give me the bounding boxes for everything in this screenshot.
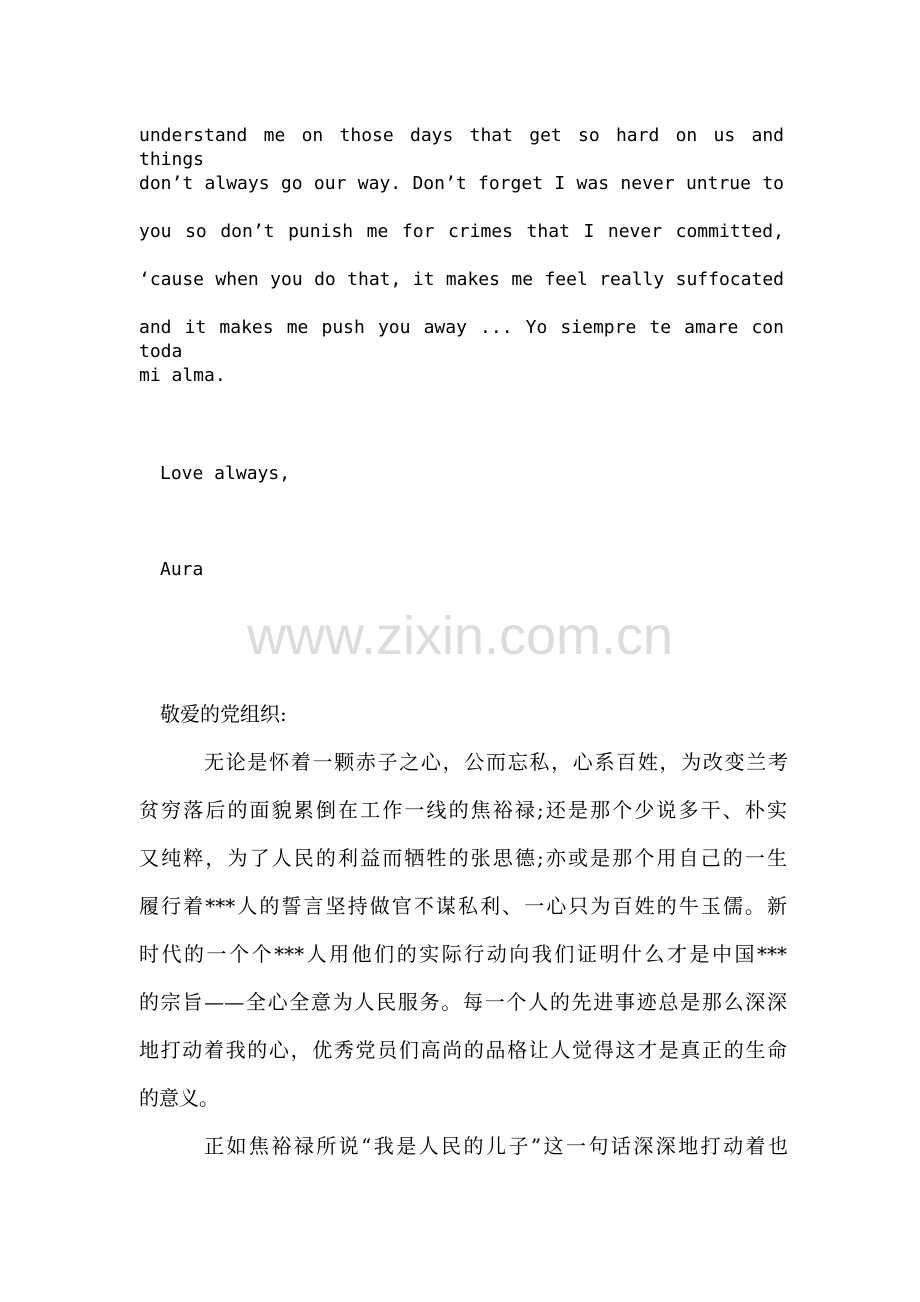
essay-paragraph-line: 地打动着我的心，优秀党员们高尚的品格让人觉得这才是真正的生命 xyxy=(139,1038,787,1062)
letter-line: and it makes me push you away ... Yo siempre te amare con toda xyxy=(139,317,784,362)
essay-paragraph-line: 时代的一个个***人用他们的实际行动向我们证明什么才是中国*** xyxy=(139,942,787,966)
essay-paragraph-line: 履行着***人的誓言坚持做官不谋私利、一心只为百姓的牛玉儒。新 xyxy=(139,894,787,918)
essay-paragraph-line: 无论是怀着一颗赤子之心，公而忘私，心系百姓，为改变兰考 xyxy=(204,750,788,774)
letter-line: ‘cause when you do that, it makes me feel really suffocated xyxy=(139,269,784,290)
letter-line: don’t always go our way. Don’t forget I was never untrue to xyxy=(139,173,784,194)
essay-paragraph-line: 的意义。 xyxy=(139,1086,219,1110)
letter-line: you so don’t punish me for crimes that I never committed, xyxy=(139,221,784,242)
essay-salutation: 敬爱的党组织: xyxy=(160,702,287,726)
letter-line: understand me on those days that get so hard on us and things xyxy=(139,125,784,170)
watermark: www.zixin.com.cn xyxy=(246,606,674,666)
essay-paragraph-line: 贫穷落后的面貌累倒在工作一线的焦裕禄;还是那个少说多干、朴实 xyxy=(139,798,787,822)
letter-closing: Love always, xyxy=(160,463,291,484)
essay-paragraph-line: 的宗旨——全心全意为人民服务。每一个人的先进事迹总是那么深深 xyxy=(139,990,787,1014)
essay-paragraph-line: 正如焦裕禄所说“我是人民的儿子”这一句话深深地打动着也 xyxy=(204,1134,788,1158)
letter-line: mi alma. xyxy=(139,365,226,386)
letter-signature: Aura xyxy=(160,559,204,580)
essay-paragraph-line: 又纯粹，为了人民的利益而牺牲的张思德;亦或是那个用自己的一生 xyxy=(139,846,787,870)
